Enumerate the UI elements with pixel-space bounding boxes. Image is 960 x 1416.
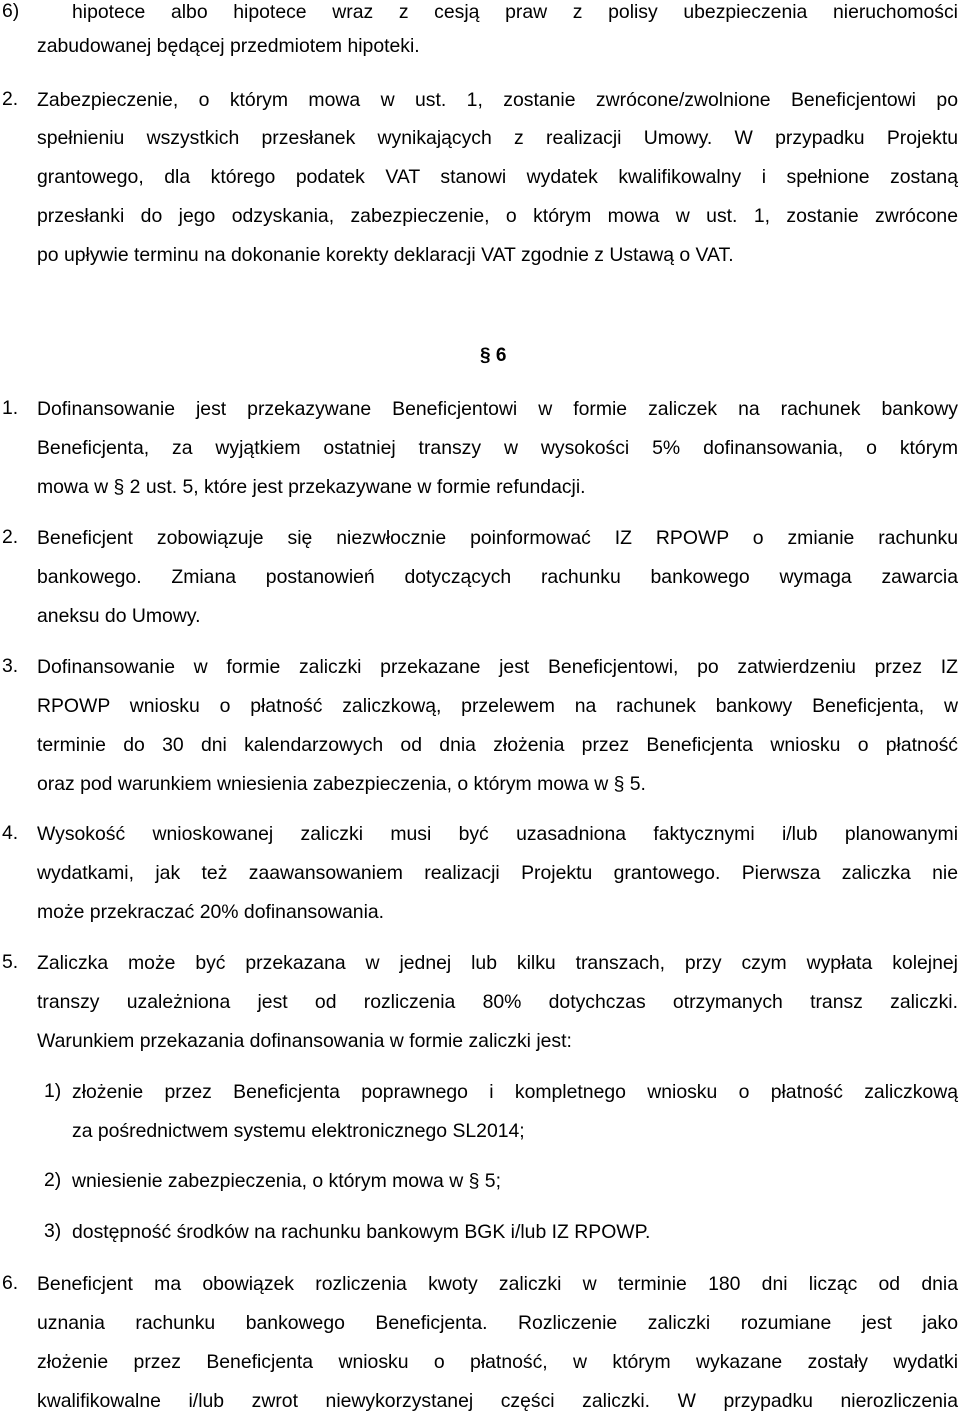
text-line: przesłanki do jego odzyskania, zabezpieczenie, o którym mowa w ust. 1, zostanie zwrócone bbox=[37, 205, 958, 227]
text-line: zabudowanej będącej przedmiotem hipoteki. bbox=[37, 35, 420, 57]
text-line: mowa w § 2 ust. 5, które jest przekazywane w formie refundacji. bbox=[37, 476, 586, 498]
text-line: Zaliczka może być przekazana w jednej lub kilku transzach, przy czym wypłata kolejnej bbox=[37, 952, 958, 974]
paragraph-number: 2. bbox=[2, 88, 19, 110]
text-line: Beneficjent zobowiązuje się niezwłocznie poinformować IZ RPOWP o zmianie rachunku bbox=[37, 527, 958, 549]
text-line: Zabezpieczenie, o którym mowa w ust. 1, zostanie zwrócone/zwolnione Beneficjentowi po bbox=[37, 89, 958, 111]
text-line: oraz pod warunkiem wniesienia zabezpieczenia, o którym mowa w § 5. bbox=[37, 773, 646, 795]
text-line: transzy uzależniona jest od rozliczenia 80% dotychczas otrzymanych transz zaliczki. bbox=[37, 991, 958, 1013]
text-line: po upływie terminu na dokonanie korekty deklaracji VAT zgodnie z Ustawą o VAT. bbox=[37, 244, 734, 266]
paragraph-number: 3. bbox=[2, 655, 19, 677]
list-item-number: 6) bbox=[2, 0, 20, 22]
text-line: grantowego, dla którego podatek VAT stanowi wydatek kwalifikowalny i spełnione zostaną bbox=[37, 166, 958, 188]
text-line: dostępność środków na rachunku bankowym BGK i/lub IZ RPOWP. bbox=[72, 1221, 651, 1243]
text-line: spełnieniu wszystkich przesłanek wynikających z realizacji Umowy. W przypadku Projektu bbox=[37, 127, 958, 149]
section-heading: § 6 bbox=[480, 345, 507, 366]
text-line: uznania rachunku bankowego Beneficjenta. Rozliczenie zaliczki rozumiane jest jako bbox=[37, 1312, 958, 1334]
paragraph-number: 4. bbox=[2, 822, 19, 844]
text-line: terminie do 30 dni kalendarzowych od dnia złożenia przez Beneficjenta wniosku o płatność bbox=[37, 734, 958, 756]
text-line: Warunkiem przekazania dofinansowania w formie zaliczki jest: bbox=[37, 1030, 572, 1052]
paragraph-number: 5. bbox=[2, 951, 19, 973]
subitem-number: 1) bbox=[44, 1080, 62, 1102]
text-line: Dofinansowanie jest przekazywane Beneficjentowi w formie zaliczek na rachunek bankowy bbox=[37, 398, 958, 420]
text-line: wniesienie zabezpieczenia, o którym mowa w § 5; bbox=[72, 1170, 501, 1192]
subitem-number: 3) bbox=[44, 1220, 62, 1242]
text-line: złożenie przez Beneficjenta wniosku o płatność, w którym wykazane zostały wydatki bbox=[37, 1351, 958, 1373]
text-line: Beneficjenta, za wyjątkiem ostatniej transzy w wysokości 5% dofinansowania, o którym bbox=[37, 437, 958, 459]
text-line: aneksu do Umowy. bbox=[37, 605, 201, 627]
paragraph-number: 6. bbox=[2, 1272, 19, 1294]
paragraph-number: 2. bbox=[2, 526, 19, 548]
text-line: RPOWP wniosku o płatność zaliczkową, przelewem na rachunek bankowy Beneficjenta, w bbox=[37, 695, 958, 717]
text-line: złożenie przez Beneficjenta poprawnego i kompletnego wniosku o płatność zaliczkową bbox=[72, 1081, 958, 1103]
paragraph-number: 1. bbox=[2, 397, 19, 419]
subitem-number: 2) bbox=[44, 1169, 62, 1191]
text-line: za pośrednictwem systemu elektronicznego SL2014; bbox=[72, 1120, 525, 1142]
text-line: Wysokość wnioskowanej zaliczki musi być uzasadniona faktycznymi i/lub planowanymi bbox=[37, 823, 958, 845]
text-line: kwalifikowalne i/lub zwrot niewykorzystanej części zaliczki. W przypadku nierozliczenia bbox=[37, 1390, 958, 1412]
text-line: hipotece albo hipotece wraz z cesją praw z polisy ubezpieczenia nieruchomości bbox=[72, 1, 958, 23]
text-line: wydatkami, jak też zaawansowaniem realizacji Projektu grantowego. Pierwsza zaliczka nie bbox=[37, 862, 958, 884]
text-line: Dofinansowanie w formie zaliczki przekazane jest Beneficjentowi, po zatwierdzeniu przez IZ bbox=[37, 656, 958, 678]
text-line: bankowego. Zmiana postanowień dotyczących rachunku bankowego wymaga zawarcia bbox=[37, 566, 958, 588]
text-line: Beneficjent ma obowiązek rozliczenia kwoty zaliczki w terminie 180 dni licząc od dnia bbox=[37, 1273, 958, 1295]
text-line: może przekraczać 20% dofinansowania. bbox=[37, 901, 385, 923]
